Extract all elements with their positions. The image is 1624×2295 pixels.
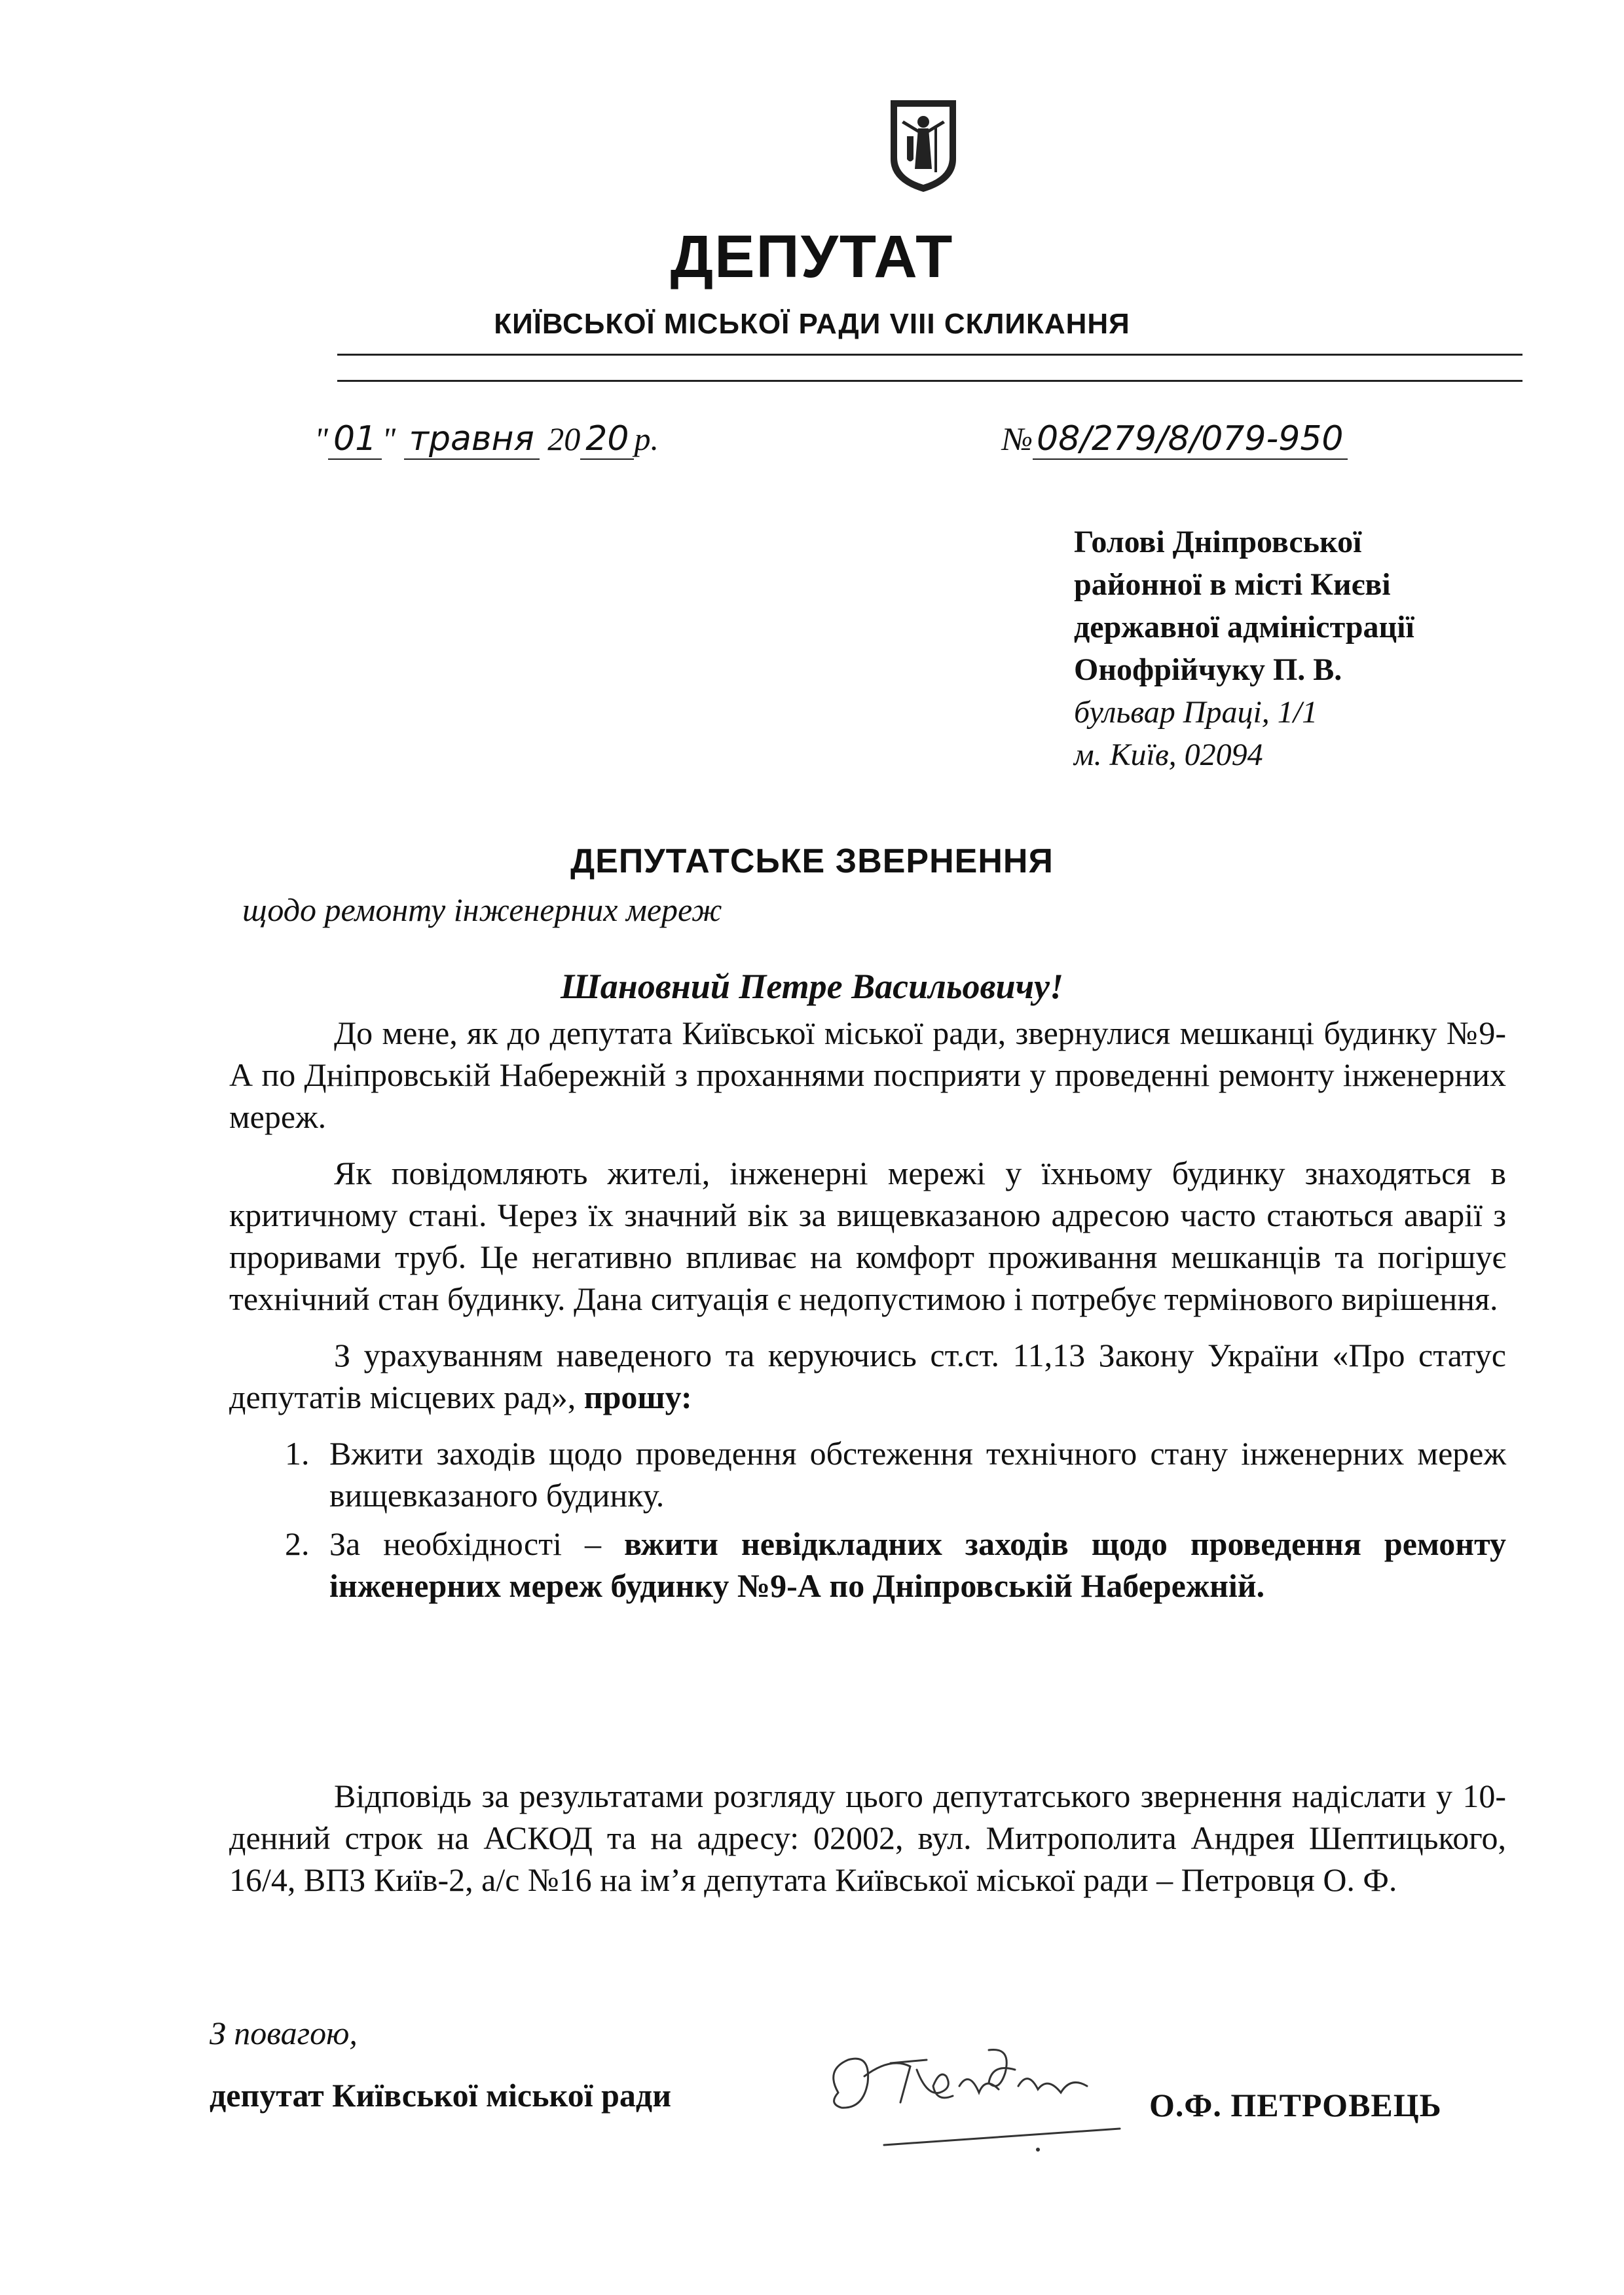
addressee-city: м. Київ, 02094 xyxy=(1074,737,1263,772)
date-day: 01 xyxy=(328,419,382,460)
handwritten-signature xyxy=(812,2030,1153,2161)
request-keyword: прошу: xyxy=(583,1379,692,1415)
kyiv-coat-of-arms-icon xyxy=(887,97,959,195)
request-list xyxy=(229,1432,1506,1607)
date-year: 20 xyxy=(580,419,634,460)
request-item: 2. За необхідності – вжити невідкладних заходів щодо проведення ремонту інженерних мереж будинку №9-А по Дніпровській Набережній. xyxy=(318,1523,1506,1607)
date-month: травня xyxy=(404,419,540,460)
letter-date: " 01 " травня 20 20 р. xyxy=(314,419,659,458)
paragraph: З урахуванням наведеного та керуючись ст.ст. 11,13 Закону України «Про статус депутатів місцевих рад», прошу: xyxy=(229,1337,1506,1415)
registration-number: № 08/279/8/079-950 xyxy=(1002,419,1348,458)
closing-regards: З повагою, xyxy=(210,2015,358,2051)
header-rule-bottom xyxy=(337,380,1522,382)
signer-position: депутат Київської міської ради xyxy=(210,2077,672,2114)
paragraph: До мене, як до депутата Київської міської ради, звернулися мешканці будинку №9-А по Дніпровській Набережній з проханнями посприяти у проведенні ремонту інженерних мереж. xyxy=(229,1015,1506,1135)
header-subtitle: КИЇВСЬКОЇ МІСЬКОЇ РАДИ VIII СКЛИКАННЯ xyxy=(494,308,1130,340)
addressee-line: державної адміністрації xyxy=(1074,610,1414,644)
addressee-street: бульвар Праці, 1/1 xyxy=(1074,695,1318,730)
addressee-line: Голові Дніпровської xyxy=(1074,525,1362,559)
signer-name: О.Ф. ПЕТРОВЕЦЬ xyxy=(1149,2087,1442,2123)
letter-body xyxy=(229,1012,1506,1621)
salutation: Шановний Петре Васильовичу! xyxy=(560,967,1064,1006)
document-subject: щодо ремонту інженерних мереж xyxy=(242,891,722,928)
reg-number-value: 08/279/8/079-950 xyxy=(1033,419,1347,460)
reply-instructions: Відповідь за результатами розгляду цього депутатського звернення надіслати у 10-денний строк на АСКОД та на адресу: 02002, вул. Митрополита Андрея Шептицького, 16/4, ВПЗ Київ-2, а/с №16 на ім’я депутата Київської міської ради – Петровця О. Ф. xyxy=(229,1778,1506,1898)
addressee-block xyxy=(1074,521,1414,776)
addressee-line: районної в місті Києві xyxy=(1074,567,1391,602)
paragraph: Як повідомляють жителі, інженерні мережі у їхньому будинку знаходяться в критичному стані. Через їх значний вік за вищевказаною адресою часто стаються аварії з проривами труб. Це негативно впливає на комфорт проживання мешканців та погіршує технічний стан будинку. Дана ситуація є недопустимою і потребує термінового вирішення. xyxy=(229,1155,1506,1317)
document-title: ДЕПУТАТСЬКЕ ЗВЕРНЕННЯ xyxy=(570,842,1054,880)
header-title: ДЕПУТАТ xyxy=(670,223,954,290)
header-rule-top xyxy=(337,354,1522,356)
addressee-name: Онофрійчуку П. В. xyxy=(1074,652,1342,687)
request-item: 1. Вжити заходів щодо проведення обстеження технічного стану інженерних мереж вищевказаного будинку. xyxy=(318,1432,1506,1516)
